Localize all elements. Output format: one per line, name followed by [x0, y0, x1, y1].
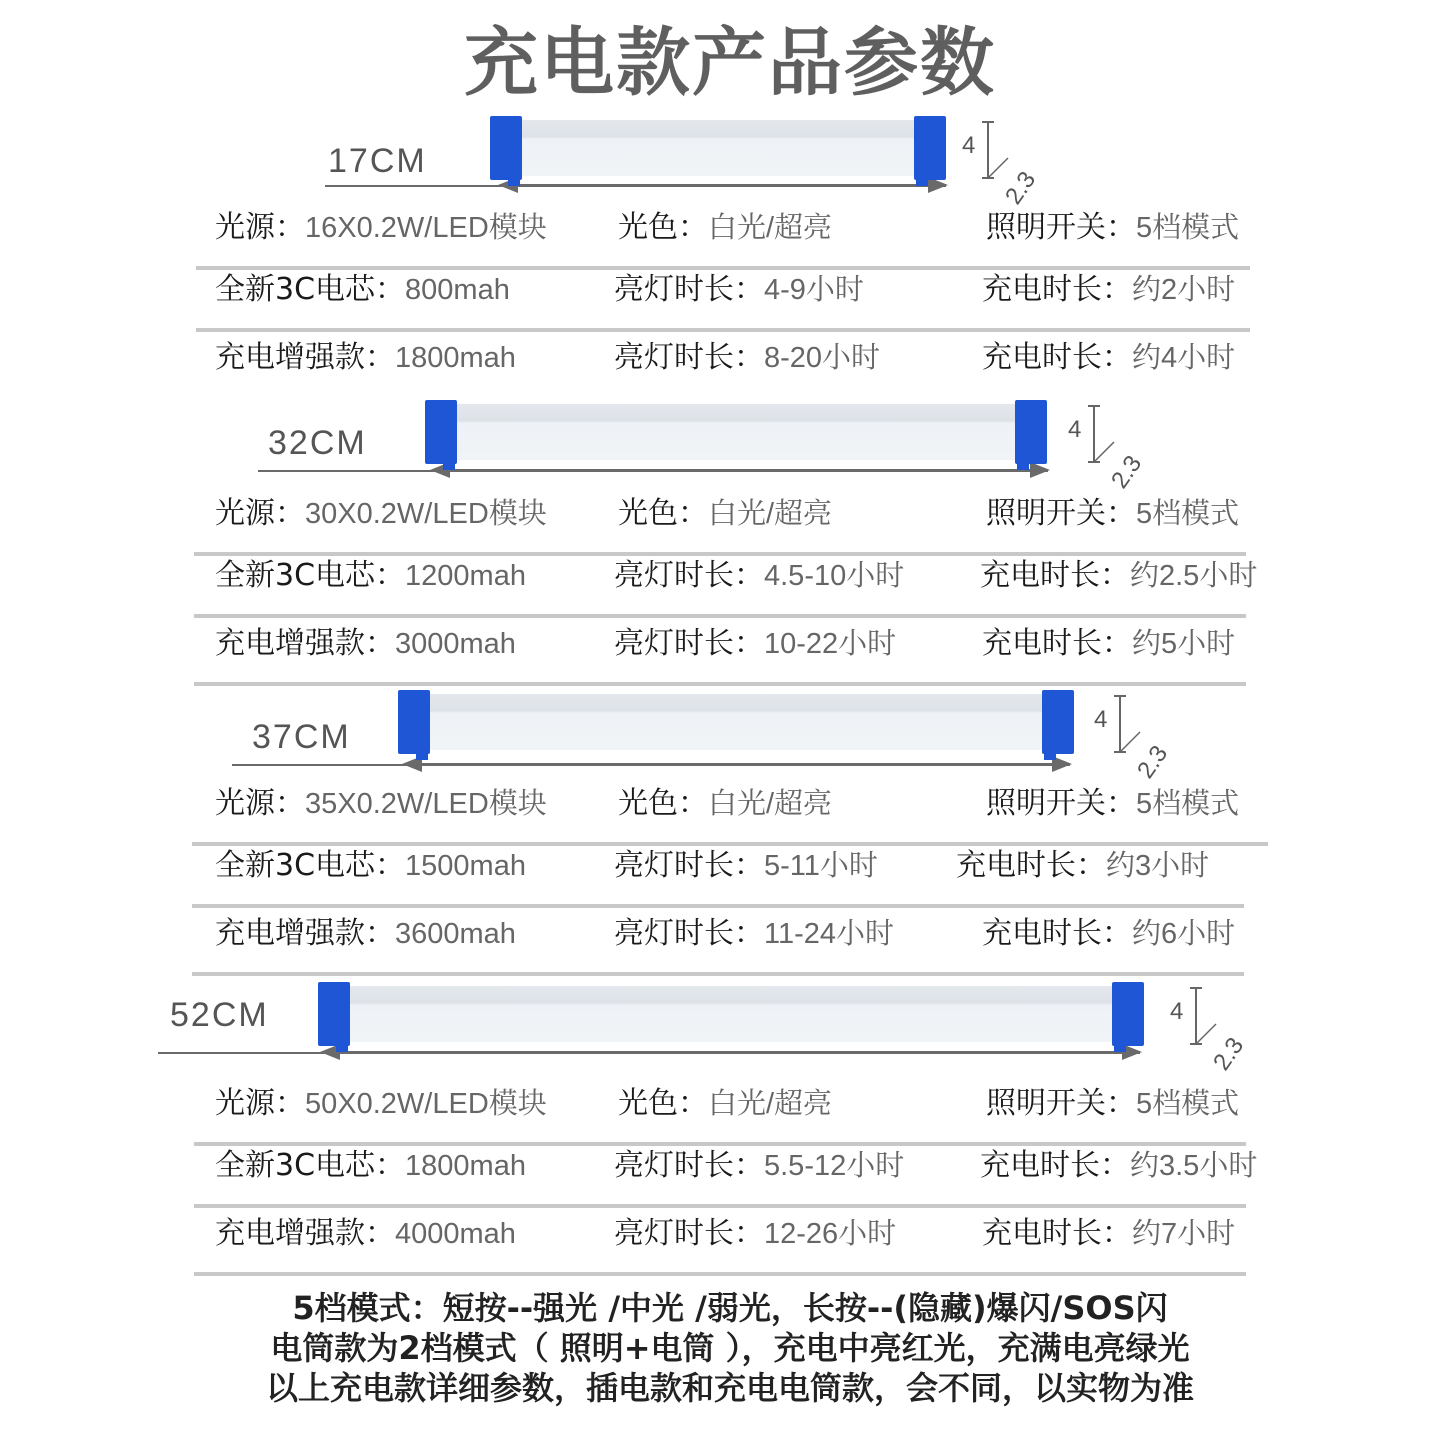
height-value: 4: [1094, 706, 1108, 733]
tube-illustration: [0, 396, 1440, 494]
dimension-baseline: [232, 764, 412, 766]
spec-row: [0, 336, 1440, 400]
spec-row: [0, 844, 1440, 908]
spec-enhanced-battery: 充电增强款：3000mah: [215, 626, 516, 661]
length-arrow: [404, 763, 1070, 766]
end-cap-right: [1042, 690, 1074, 754]
spec-row: [0, 622, 1440, 686]
dimension-icon: [1170, 984, 1260, 1074]
dimension-baseline: [258, 470, 438, 472]
led-tube: [425, 400, 1047, 464]
spec-light-color: 光色：白光/超亮: [618, 786, 833, 821]
spec-charge-time: 充电时长：约2小时: [982, 272, 1236, 307]
end-cap-left: [490, 116, 522, 180]
spec-light-color: 光色：白光/超亮: [618, 1086, 833, 1121]
spec-light-source: 光源：16X0.2W/LED模块: [215, 210, 547, 245]
dimension-baseline: [158, 1052, 328, 1054]
spec-switch: 照明开关：5档模式: [986, 1086, 1240, 1121]
row-divider: [194, 1204, 1246, 1208]
footer-notes: [0, 1288, 1440, 1408]
dimension-baseline: [325, 185, 505, 187]
row-divider: [192, 904, 1244, 908]
spec-runtime: 亮灯时长：5-11小时: [614, 848, 878, 883]
row-divider: [194, 614, 1246, 618]
spec-switch: 照明开关：5档模式: [986, 496, 1240, 531]
height-value: 4: [1170, 998, 1184, 1025]
led-tube: [318, 982, 1144, 1046]
tube-illustration: [0, 110, 1440, 210]
row-divider: [196, 328, 1250, 332]
spec-enhanced-battery: 充电增强款：3600mah: [215, 916, 516, 951]
spec-charge-time: 充电时长：约3.5小时: [980, 1148, 1258, 1183]
size-label: 32CM: [268, 424, 367, 462]
spec-light-source: 光源：35X0.2W/LED模块: [215, 786, 547, 821]
footer-disclaimer: 以上充电款详细参数，插电款和充电电筒款，会不同，以实物为准: [265, 1369, 1194, 1407]
led-tube: [490, 116, 946, 180]
spec-row: [0, 268, 1440, 332]
spec-row: [0, 554, 1440, 618]
size-label: 17CM: [328, 142, 427, 180]
spec-row: [0, 1212, 1440, 1276]
spec-enhanced-charge-time: 充电时长：约7小时: [982, 1216, 1236, 1251]
spec-row: [0, 1082, 1440, 1146]
width-value: 2.3: [1132, 740, 1174, 784]
spec-switch: 照明开关：5档模式: [986, 210, 1240, 245]
length-arrow: [500, 184, 946, 187]
page-title: 充电款产品参数: [464, 20, 996, 106]
spec-row: [0, 206, 1440, 270]
tube-body: [344, 986, 1118, 1042]
length-arrow: [322, 1051, 1140, 1054]
dimension-icon: [1094, 692, 1184, 782]
tube-body: [424, 694, 1048, 750]
spec-battery: 全新3C电芯：800mah: [215, 272, 510, 307]
row-divider: [194, 1272, 1246, 1276]
spec-battery: 全新3C电芯：1500mah: [215, 848, 526, 883]
size-label: 52CM: [170, 996, 269, 1034]
spec-runtime: 亮灯时长：5.5-12小时: [614, 1148, 905, 1183]
length-arrow: [432, 469, 1048, 472]
footer-mode-note: 5档模式：短按--强光 /中光 /弱光，长按--(隐藏)爆闪/SOS闪: [292, 1289, 1168, 1327]
end-cap-left: [398, 690, 430, 754]
end-cap-left: [425, 400, 457, 464]
spec-light-color: 光色：白光/超亮: [618, 496, 833, 531]
spec-row: [0, 782, 1440, 846]
end-cap-right: [914, 116, 946, 180]
dimension-icon: [962, 118, 1052, 208]
footer-flashlight-note: 电筒款为2档模式（ 照明+电筒 ），充电中亮红光，充满电亮绿光: [270, 1329, 1190, 1367]
spec-battery: 全新3C电芯：1200mah: [215, 558, 526, 593]
spec-row: [0, 912, 1440, 976]
spec-enhanced-charge-time: 充电时长：约6小时: [982, 916, 1236, 951]
width-value: 2.3: [1106, 450, 1148, 494]
spec-enhanced-runtime: 亮灯时长：8-20小时: [614, 340, 881, 375]
end-cap-left: [318, 982, 350, 1046]
width-value: 2.3: [1208, 1032, 1250, 1076]
spec-enhanced-battery: 充电增强款：1800mah: [215, 340, 516, 375]
end-cap-right: [1112, 982, 1144, 1046]
spec-enhanced-runtime: 亮灯时长：10-22小时: [614, 626, 897, 661]
spec-light-source: 光源：50X0.2W/LED模块: [215, 1086, 547, 1121]
spec-row: [0, 1144, 1440, 1208]
led-tube: [398, 690, 1074, 754]
size-label: 37CM: [252, 718, 351, 756]
spec-battery: 全新3C电芯：1800mah: [215, 1148, 526, 1183]
spec-light-color: 光色：白光/超亮: [618, 210, 833, 245]
height-value: 4: [1068, 416, 1082, 443]
spec-enhanced-runtime: 亮灯时长：12-26小时: [614, 1216, 897, 1251]
spec-enhanced-charge-time: 充电时长：约4小时: [982, 340, 1236, 375]
tube-body: [451, 404, 1021, 460]
spec-switch: 照明开关：5档模式: [986, 786, 1240, 821]
tube-body: [516, 120, 920, 176]
spec-enhanced-runtime: 亮灯时长：11-24小时: [614, 916, 895, 951]
spec-runtime: 亮灯时长：4.5-10小时: [614, 558, 905, 593]
spec-enhanced-charge-time: 充电时长：约5小时: [982, 626, 1236, 661]
end-cap-right: [1015, 400, 1047, 464]
tube-illustration: [0, 686, 1440, 784]
dimension-icon: [1068, 402, 1158, 492]
spec-enhanced-battery: 充电增强款：4000mah: [215, 1216, 516, 1251]
spec-runtime: 亮灯时长：4-9小时: [614, 272, 864, 307]
spec-light-source: 光源：30X0.2W/LED模块: [215, 496, 547, 531]
tube-illustration: [0, 976, 1440, 1076]
width-value: 2.3: [1000, 166, 1042, 210]
spec-charge-time: 充电时长：约3小时: [956, 848, 1210, 883]
spec-charge-time: 充电时长：约2.5小时: [980, 558, 1258, 593]
height-value: 4: [962, 132, 976, 159]
spec-row: [0, 492, 1440, 556]
